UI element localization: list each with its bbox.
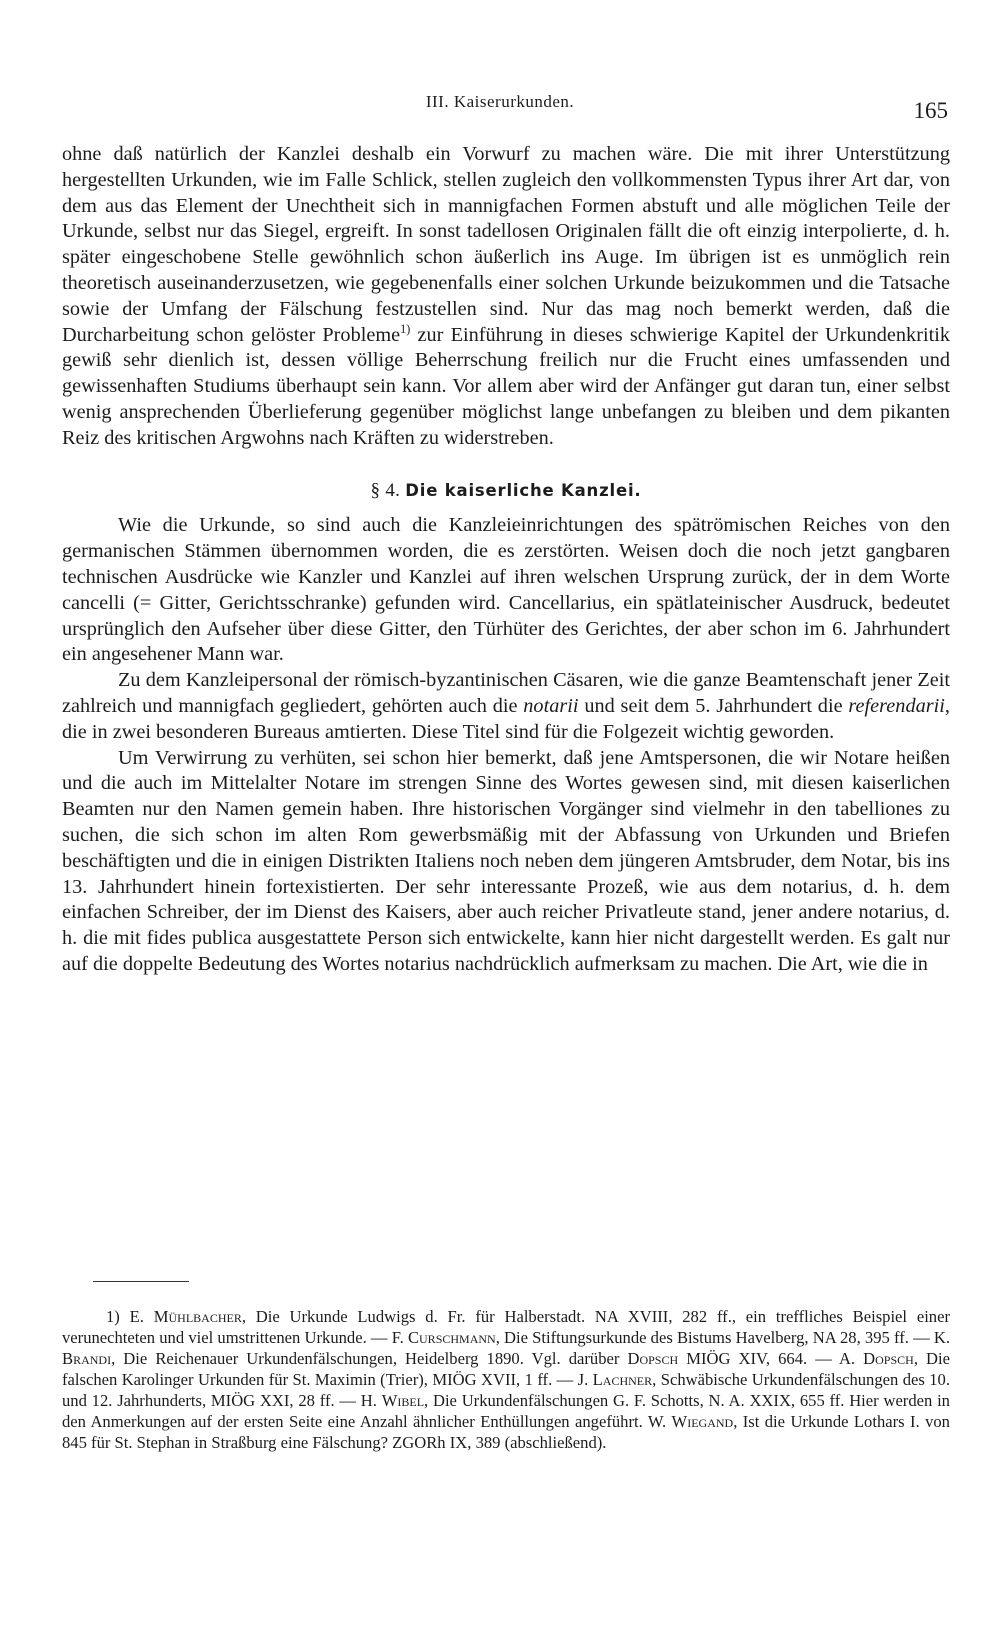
running-head: III. Kaiserurkunden. bbox=[425, 92, 575, 111]
page-number: 165 bbox=[913, 98, 948, 123]
footnote-reference: 1) bbox=[400, 321, 411, 336]
paragraph-2: Wie die Urkunde, so sind auch die Kanzleieinrichtungen des spätrömischen Reiches von den germanischen Stämmen übernommen worden, die es zerstörten. Weisen doch die noch jetzt gangbaren technischen Ausdrücke wie Kanzler und Kanzlei auf ihren welschen Ursprung zurück, der in dem Worte cancelli (= Gitter, Gerichtsschranke) gefunden wird. Cancellarius, ein spätlateinischer Ausdruck, bedeutet ursprünglich den Aufseher über diese Gitter, den Türhüter des Gerichtes, der aber schon im 6. Jahrhundert ein angesehener Mann war. bbox=[62, 514, 950, 666]
paragraph-1-text: ohne daß natürlich der Kanzlei deshalb ein Vorwurf zu machen wäre. Die mit ihrer Unterstützung hergestellten Urkunden, wie im Falle Schlick, stellen zugleich den vollkommensten Typus ihrer Art dar, von dem aus das Element der Unechtheit sich in mannigfachen Formen abstuft und alle möglichen Teile der Urkunde, selbst nur das Siegel, ergreift. In sonst tadellosen Originalen fällt die oft einzig interpolierte, d. h. später eingeschobene Stelle gewöhnlich schon äußerlich ins Auge. Im übrigen ist es unmöglich rein theoretisch auseinanderzusetzen, wie gegebenenfalls einer solchen Urkunde beizukommen und die Tatsache sowie der Umfang der Fälschung festzustellen sind. Nur das mag noch bemerkt werden, daß die Durcharbeitung schon gelöster Probleme bbox=[62, 143, 950, 346]
section-title: Die kaiserliche Kanzlei. bbox=[405, 480, 642, 500]
author-name: Dopsch bbox=[627, 1349, 679, 1368]
paragraph-3-text-a: Zu dem Kanzleipersonal der römisch-byzantinischen Cäsaren, wie die ganze Beamtenschaft jener Zeit zahlreich und mannigfach gegliedert, gehörten auch die bbox=[62, 669, 950, 717]
paragraph-3-text-c: , die in zwei besonderen Bureaus amtierten. Diese Titel sind für die Folgezeit wichtig geworden. bbox=[62, 694, 950, 743]
paragraph-1-continuation: zur Einführung in dieses schwierige Kapitel der Urkundenkritik gewiß sehr dienlich ist, dessen völlige Beherrschung freilich nur die Frucht eines umfassenden und gewissenhaften Studiums überhaupt sein kann. Vor allem aber wird der Anfänger gut daran tun, einer selbst wenig ansprechenden Überlieferung gegenüber möglichst lange unbefangen zu bleiben und dem pikanten Reiz des kritischen Argwohns nach Kräften zu widerstreben. bbox=[62, 323, 950, 449]
footnote-marker: 1) bbox=[106, 1307, 130, 1326]
author-name: Mühlbacher bbox=[153, 1307, 242, 1326]
footnote-text: , Die Urkunde Ludwigs d. Fr. für Halberstadt. NA XVIII, 282 ff., ein treffliches Beispiel einer verunechteten und viel umstrittenen Urkunde. — F. bbox=[62, 1307, 950, 1347]
paragraph-4: Um Verwirrung zu verhüten, sei schon hier bemerkt, daß jene Amtspersonen, die wir Notare heißen und die auch im Mittelalter Notare im strengen Sinne des Wortes gewesen sind, mit diesen kaiserlichen Beamten nur den Namen gemein haben. Ihre historischen Vorgänger sind vielmehr in den tabelliones zu suchen, die sich schon im alten Rom gewerbsmäßig mit der Abfassung von Urkunden und Briefen beschäftigten und die in einigen Distrikten Italiens noch neben dem jüngeren Amtsbruder, dem Notar, bis ins 13. Jahrhundert hinein fortexistierten. Der sehr interessante Prozeß, wie aus dem notarius, d. h. dem einfachen Schreiber, der im Dienst des Kaisers, aber auch reicher Privatleute stand, jener andere notarius, d. h. die mit fides publica ausgestattete Person sich entwickelte, kann hier nicht dargestellt werden. Es galt nur auf die doppelte Bedeutung des Wortes notarius nachdrücklich aufmerksam zu machen. Die Art, wie die in bbox=[62, 746, 950, 975]
footnote-text: , Schwäbische Urkundenfälschungen des 10. und 12. Jahrhunderts, MIÖG XXI, 28 ff. — H. bbox=[62, 1370, 950, 1410]
paragraph-3 bbox=[62, 668, 950, 745]
author-name: Curschmann bbox=[407, 1328, 496, 1347]
author-name: Wiegand bbox=[671, 1412, 734, 1431]
paragraph-3-text-b: und seit dem 5. Jahrhundert die bbox=[578, 694, 849, 717]
main-text bbox=[62, 142, 950, 978]
term-referendarii: referendarii bbox=[848, 694, 945, 717]
section-number: § 4. bbox=[370, 479, 401, 501]
footnote-text: , Die Reichenauer Urkundenfälschungen, Heidelberg 1890. Vgl. darüber bbox=[111, 1349, 628, 1368]
footnote bbox=[62, 1306, 950, 1453]
footnote-text: , Ist die Urkunde Lothars I. von 845 für St. Stephan in Straßburg eine Fälschung? ZGORh IX, 389 (abschließend). bbox=[62, 1412, 950, 1452]
paragraph-1 bbox=[62, 142, 950, 452]
author-name: Brandi bbox=[62, 1349, 112, 1368]
author-name: Dopsch bbox=[863, 1349, 914, 1368]
author-name: Wibel bbox=[381, 1391, 425, 1410]
footnote-text: , Die falschen Karolinger Urkunden für St. Maximin (Trier), MIÖG XVII, 1 ff. — J. bbox=[62, 1349, 951, 1389]
footnote-1 bbox=[62, 1306, 950, 1453]
section-heading bbox=[62, 478, 950, 504]
footnote-text: , Die Stiftungsurkunde des Bistums Havelberg, NA 28, 395 ff. — K. bbox=[495, 1328, 950, 1347]
footnote-text: , Die Urkundenfälschungen G. F. Schotts, N. A. XXIX, 655 ff. Hier werden in den Anmerkungen auf der ersten Seite eine Anzahl ähnlicher Enthüllungen angeführt. W. bbox=[62, 1391, 950, 1431]
term-notarii: notarii bbox=[523, 694, 579, 717]
footnote-divider bbox=[93, 1281, 189, 1282]
footnote-text: MIÖG XIV, 664. — A. bbox=[678, 1349, 864, 1368]
footnote-text: E. bbox=[129, 1307, 154, 1326]
author-name: Lachner bbox=[592, 1370, 653, 1389]
